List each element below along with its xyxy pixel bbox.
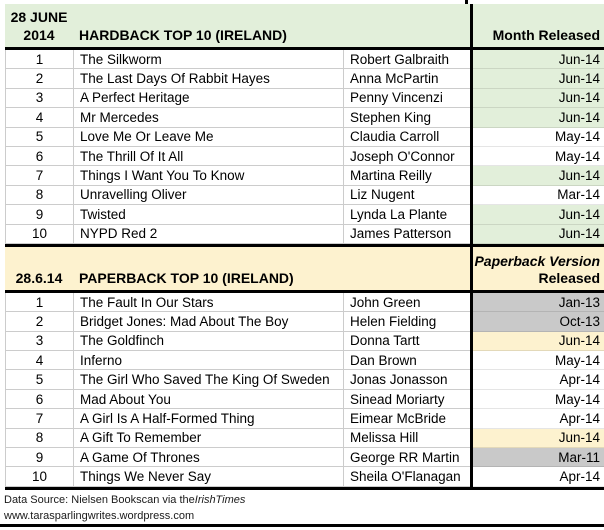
author-cell: Joseph O'Connor	[343, 147, 470, 166]
rank-cell: 1	[5, 293, 73, 312]
table-row	[0, 186, 604, 205]
author-cell: Liz Nugent	[343, 186, 470, 205]
paperback-month-header-line1: Paperback Version	[474, 252, 600, 269]
rank-cell: 6	[5, 147, 73, 166]
title-cell: NYPD Red 2	[73, 225, 343, 244]
paperback-date: 28.6.14	[15, 269, 63, 286]
rank-cell: 9	[5, 205, 73, 224]
title-cell: Love Me Or Leave Me	[73, 128, 343, 147]
rank-cell: 8	[5, 186, 73, 205]
table-row	[0, 390, 604, 409]
table-row	[0, 312, 604, 331]
author-cell: Donna Tartt	[343, 332, 470, 351]
title-cell: The Fault In Our Stars	[73, 293, 343, 312]
table-row	[0, 467, 604, 486]
rank-cell: 2	[5, 312, 73, 331]
author-cell: John Green	[343, 293, 470, 312]
hardback-month-column-header: Month Released	[473, 4, 604, 47]
month-cell: Jun-14	[473, 50, 604, 69]
month-cell: Jun-14	[473, 332, 604, 351]
paperback-header-spacer	[343, 247, 470, 290]
title-cell: The Girl Who Saved The King Of Sweden	[73, 370, 343, 389]
rank-cell: 7	[5, 409, 73, 428]
month-cell: May-14	[473, 128, 604, 147]
month-cell: Jun-14	[473, 89, 604, 108]
month-cell: May-14	[473, 390, 604, 409]
month-cell: Mar-11	[473, 448, 604, 467]
data-source-text: Data Source: Nielsen Bookscan via the	[4, 493, 195, 506]
website-url: www.tarasparlingwrites.wordpress.com	[4, 509, 195, 522]
table-row	[0, 448, 604, 467]
hardback-date-line2: 2014	[23, 27, 55, 43]
title-cell: Mr Mercedes	[73, 108, 343, 127]
month-cell: Jun-14	[473, 205, 604, 224]
rank-cell: 1	[5, 50, 73, 69]
author-cell: Claudia Carroll	[343, 128, 470, 147]
month-cell: May-14	[473, 147, 604, 166]
title-cell: The Thrill Of It All	[73, 147, 343, 166]
title-cell: A Gift To Remember	[73, 429, 343, 448]
table-row	[0, 69, 604, 88]
table-row	[0, 128, 604, 147]
author-cell: Stephen King	[343, 108, 470, 127]
title-cell: A Girl Is A Half-Formed Thing	[73, 409, 343, 428]
title-cell: Things I Want You To Know	[73, 166, 343, 185]
author-cell: Sinead Moriarty	[343, 390, 470, 409]
month-cell: Apr-14	[473, 467, 604, 486]
table-row	[0, 429, 604, 448]
paperback-month-header-line2: Released	[538, 269, 600, 286]
paperback-rows	[0, 293, 604, 487]
author-cell: Dan Brown	[343, 351, 470, 370]
paperback-header-row	[0, 247, 604, 290]
bottom-rule	[0, 524, 604, 527]
rank-cell: 7	[5, 166, 73, 185]
title-cell: Things We Never Say	[73, 467, 343, 486]
month-cell: Jun-14	[473, 69, 604, 88]
month-cell: Jan-13	[473, 293, 604, 312]
author-cell: James Patterson	[343, 225, 470, 244]
data-source-publication: IrishTimes	[194, 493, 246, 506]
title-cell: Inferno	[73, 351, 343, 370]
title-cell: Twisted	[73, 205, 343, 224]
hardback-header-spacer	[343, 4, 470, 47]
rank-cell: 4	[5, 351, 73, 370]
table-row	[0, 409, 604, 428]
author-cell: Lynda La Plante	[343, 205, 470, 224]
horizontal-rule	[0, 487, 604, 490]
title-cell: The Silkworm	[73, 50, 343, 69]
rank-cell: 9	[5, 448, 73, 467]
month-cell: Jun-14	[473, 166, 604, 185]
month-cell: Oct-13	[473, 312, 604, 331]
rank-cell: 8	[5, 429, 73, 448]
table-row	[0, 351, 604, 370]
author-cell: Melissa Hill	[343, 429, 470, 448]
data-source-note	[4, 493, 604, 508]
month-cell: May-14	[473, 351, 604, 370]
rank-cell: 3	[5, 332, 73, 351]
title-cell: Mad About You	[73, 390, 343, 409]
author-cell: George RR Martin	[343, 448, 470, 467]
author-cell: Robert Galbraith	[343, 50, 470, 69]
hardback-rows	[0, 50, 604, 244]
footer	[0, 490, 604, 524]
month-cell: Jun-14	[473, 225, 604, 244]
rank-cell: 6	[5, 390, 73, 409]
month-cell: Jun-14	[473, 108, 604, 127]
table-row	[0, 166, 604, 185]
table-row	[0, 50, 604, 69]
author-cell: Anna McPartin	[343, 69, 470, 88]
rank-cell: 4	[5, 108, 73, 127]
table-row	[0, 370, 604, 389]
rank-cell: 10	[5, 225, 73, 244]
month-cell: Apr-14	[473, 370, 604, 389]
paperback-date-cell	[5, 247, 73, 290]
rank-cell: 3	[5, 89, 73, 108]
table-row	[0, 293, 604, 312]
title-cell: The Last Days Of Rabbit Hayes	[73, 69, 343, 88]
title-cell: Unravelling Oliver	[73, 186, 343, 205]
paperback-month-column-header	[473, 247, 604, 290]
rank-cell: 10	[5, 467, 73, 486]
hardback-date-line1: 28 JUNE	[10, 9, 68, 25]
author-cell: Penny Vincenzi	[343, 89, 470, 108]
title-cell: The Goldfinch	[73, 332, 343, 351]
month-cell: Apr-14	[473, 409, 604, 428]
author-cell: Eimear McBride	[343, 409, 470, 428]
table-row	[0, 205, 604, 224]
paperback-section-title: PAPERBACK TOP 10 (IRELAND)	[73, 247, 343, 290]
table-row	[0, 225, 604, 244]
rank-cell: 5	[5, 128, 73, 147]
author-cell: Jonas Jonasson	[343, 370, 470, 389]
hardback-header-row	[0, 4, 604, 47]
author-cell: Martina Reilly	[343, 166, 470, 185]
table-row	[0, 108, 604, 127]
table-row	[0, 89, 604, 108]
hardback-section-title: HARDBACK TOP 10 (IRELAND)	[73, 4, 343, 47]
author-cell: Sheila O'Flanagan	[343, 467, 470, 486]
table-row	[0, 147, 604, 166]
table-row	[0, 332, 604, 351]
month-cell: Mar-14	[473, 186, 604, 205]
rank-cell: 5	[5, 370, 73, 389]
hardback-date-cell	[5, 4, 73, 47]
month-cell: Jun-14	[473, 429, 604, 448]
title-cell: Bridget Jones: Mad About The Boy	[73, 312, 343, 331]
title-cell: A Perfect Heritage	[73, 89, 343, 108]
title-cell: A Game Of Thrones	[73, 448, 343, 467]
rank-cell: 2	[5, 69, 73, 88]
author-cell: Helen Fielding	[343, 312, 470, 331]
